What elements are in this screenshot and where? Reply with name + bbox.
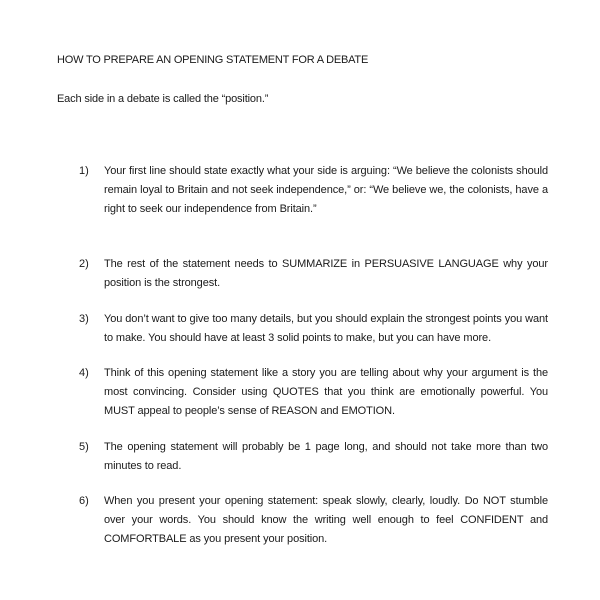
list-item-text: The opening statement will probably be 1 page long, and should not take more than two minutes to read. (104, 441, 548, 472)
list-item-number: 5) (79, 441, 89, 453)
list-item-text: Think of this opening statement like a story you are telling about why your argument is the most convincing. Consider using QUOTES that you think are emotionally powerful. You MUST appeal to people’s sense of REASON and EMOTION. (104, 367, 548, 417)
list-item-number: 6) (79, 495, 89, 507)
list-item-text: The rest of the statement needs to SUMMARIZE in PERSUASIVE LANGUAGE why your position is the strongest. (104, 258, 548, 289)
list-item-text: Your first line should state exactly what your side is arguing: “We believe the colonists should remain loyal to Britain and not seek independence,” or: “We believe we, the colonists, have a right to seek our independence from Britain.” (104, 165, 548, 215)
list-item-number: 1) (79, 165, 89, 177)
list-item-text: When you present your opening statement: speak slowly, clearly, loudly. Do NOT stumble over your words. You should know the writing well enough to feel CONFIDENT and COMFORTBALE as you present your position. (104, 495, 548, 545)
document-title: HOW TO PREPARE AN OPENING STATEMENT FOR A DEBATE (57, 54, 369, 66)
intro-paragraph: Each side in a debate is called the “position.” (57, 93, 269, 105)
list-item-number: 4) (79, 367, 89, 379)
list-item-text: You don’t want to give too many details, but you should explain the strongest points you want to make. You should have at least 3 solid points to make, but you can have more. (104, 313, 548, 344)
list-item-number: 2) (79, 258, 89, 270)
list-item-number: 3) (79, 313, 89, 325)
